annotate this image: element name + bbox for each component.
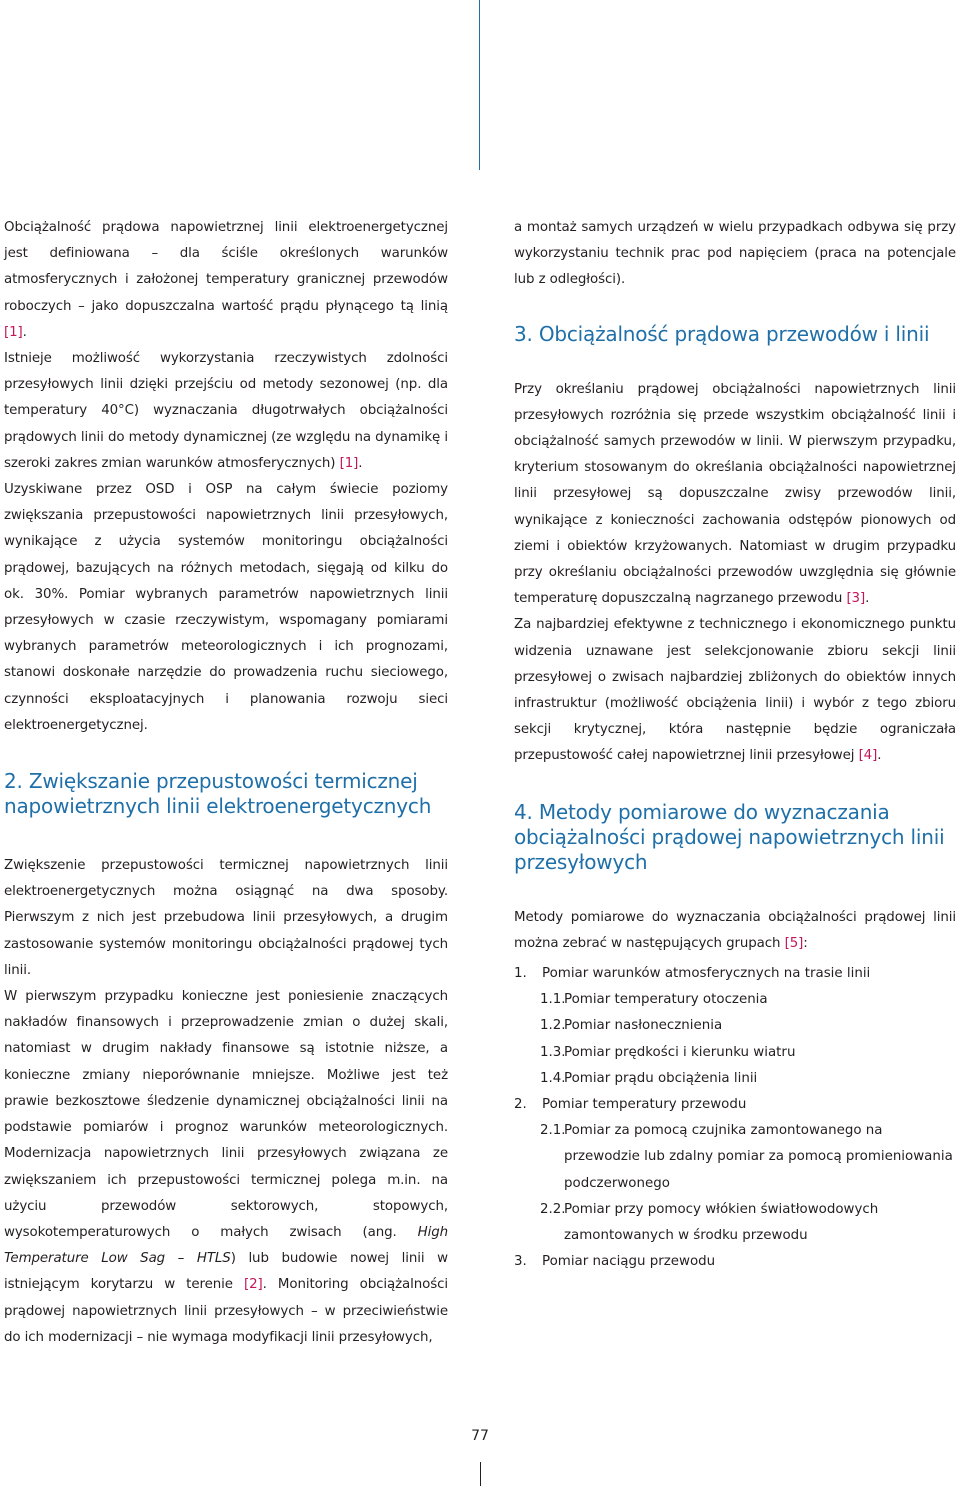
paragraph-text: Za najbardziej efektywne z technicznego i ekonomicznego punktu widzenia uznawane jest selekcjonowanie zbioru sekcji linii przesyłowej o zwisach najbardziej zbliżonych do obiektów innych infrastruktur (możliwość obciążenia linii) i wybór z tego zbioru sekcji krytycznej, która następnie będzie ograniczała przepustowość całej napowietrznej linii przesyłowej — [514, 617, 956, 764]
reference-link[interactable]: [2] — [243, 1277, 263, 1293]
list-item — [514, 961, 956, 987]
reference-link[interactable]: [5] — [784, 935, 804, 951]
section-heading-2 — [4, 769, 448, 819]
paragraph-text: Istnieje możliwość wykorzystania rzeczywistych zdolności przesyłowych linii dzięki przejściu od metody sezonowej (np. dla temperatury 40°C) wyznaczania długotrwałych obciążalności prądowych linii do metody dynamicznej (ze względu na dynamikę i szeroki zakres zmian warunków atmosferycznych) — [4, 351, 448, 471]
right-column — [514, 215, 956, 1276]
list-number: 3. — [514, 1254, 527, 1270]
list-number: 2. — [514, 1097, 527, 1113]
list-text: Pomiar za pomocą czujnika zamontowanego na przewodzie lub zdalny pomiar za pomocą promieniowania podczerwonego — [564, 1123, 953, 1191]
list-text: Pomiar warunków atmosferycznych na trasie linii — [542, 966, 871, 982]
left-column — [4, 215, 448, 1351]
page-number: 77 — [471, 1428, 489, 1444]
paragraph-text: Przy określaniu prądowej obciążalności napowietrznych linii przesyłowych rozróżnia się przede wszystkim obciążalność linii i obciążalność samych przewodów w linii. W pierwszym przypadku, kryterium stosowanym do określania obciążalności napowietrznej linii przesyłowej są dopuszczalne zwisy przewodów linii, wynikające z konieczności zachowania odstępów pionowych od ziemi i obiektów krzyżowanych. Natomiast w drugim przypadku przy określaniu obciążalności przewodów uwzględnia się głównie temperaturę dopuszczalną nagrzanego przewodu — [514, 381, 956, 607]
paragraph-text: . Monitoring obciążalności prądowej napowietrznych linii przesyłowych – w przeciwieństwie do ich modernizacji – nie wymaga modyfikacji linii przesyłowych, — [4, 1277, 448, 1345]
paragraph — [4, 215, 448, 346]
paragraph-text: Obciążalność prądowa napowietrznej linii elektroenergetycznej jest definiowana – dla ściśle określonych warunków atmosferycznych i założonej temperatury granicznej przewodów roboczych – jako dopuszczalna wartość prądu płynącego tą linią — [4, 220, 448, 314]
list-number: 1.2. — [540, 1018, 566, 1034]
list-text: Pomiar naciągu przewodu — [542, 1254, 716, 1270]
paragraph — [514, 612, 956, 769]
list-item — [514, 1118, 956, 1197]
list-item — [514, 1013, 956, 1039]
heading-line: 2. Zwiększanie przepustowości termicznej — [4, 769, 418, 794]
list-number: 1.3. — [540, 1044, 566, 1060]
list-text: Pomiar prądu obciążenia linii — [564, 1070, 758, 1086]
list-number: 2.2. — [540, 1201, 566, 1217]
paragraph-text: . — [22, 324, 27, 340]
list-text: Pomiar temperatury przewodu — [542, 1097, 747, 1113]
heading-line: przesyłowych — [514, 849, 648, 874]
list-text: Pomiar temperatury otoczenia — [564, 992, 768, 1008]
list-item — [514, 1040, 956, 1066]
list-text: Pomiar przy pomocy włókien światłowodowych zamontowanych w środku przewodu — [564, 1201, 879, 1244]
list-item — [514, 1092, 956, 1118]
reference-link[interactable]: [1] — [339, 455, 359, 471]
italic-term: High Temperature Low Sag – HTLS — [4, 1224, 448, 1267]
paragraph — [4, 346, 448, 477]
paragraph: Zwiększenie przepustowości termicznej napowietrznych linii elektroenergetycznych można osiągnąć na dwa sposoby. Pierwszym z nich jest przebudowa linii przesyłowych, a drugim zastosowanie systemów monitoringu obciążalności prądowej tych linii. — [4, 858, 448, 978]
list-number: 2.1. — [540, 1123, 566, 1139]
paragraph-text: ) lub budowie nowej linii w istniejącym korytarzu w terenie — [4, 1251, 448, 1293]
bottom-rule — [480, 1462, 481, 1486]
list-number: 1.4. — [540, 1070, 566, 1086]
methods-list — [514, 961, 956, 1275]
list-item — [514, 987, 956, 1013]
paragraph-text: . — [358, 455, 363, 471]
list-item — [514, 1066, 956, 1092]
paragraph-text: Metody pomiarowe do wyznaczania obciążalności prądowej linii można zebrać w następujących grupach — [514, 909, 956, 951]
paragraph: a montaż samych urządzeń w wielu przypadkach odbywa się przy wykorzystaniu technik prac pod napięciem (praca na potencjale lub z odległości). — [514, 220, 956, 288]
heading-line: obciążalności prądowej napowietrznych linii — [514, 824, 945, 849]
list-number: 1. — [514, 966, 527, 982]
paragraph — [514, 377, 956, 613]
list-text: Pomiar nasłonecznienia — [564, 1018, 723, 1034]
paragraph: Uzyskiwane przez OSD i OSP na całym świecie poziomy zwiększania przepustowości napowietrznych linii przesyłowych, wynikające z użycia systemów monitoringu obciążalności prądowej, bazujących na różnych metodach, sięgają od kilku do ok. 30%. Pomiar wybranych parametrów napowietrznych linii przesyłowych w czasie rzeczywistym, wspomagany pomiarami wybranych parametrów meteorologicznych i ich prognozami, stanowi doskonałe narzędzie do prowadzenia ruchu sieciowego, czynności eksploatacyjnych i planowania rozwoju sieci elektroenergetycznej. — [4, 482, 448, 733]
paragraph — [514, 905, 956, 957]
heading-line: napowietrznych linii elektroenergetycznych — [4, 794, 432, 819]
paragraph-text: : — [803, 935, 808, 951]
reference-link[interactable]: [3] — [846, 591, 866, 607]
list-item — [514, 1197, 956, 1249]
section-heading-3: 3. Obciążalność prądowa przewodów i linii — [514, 321, 930, 346]
paragraph — [4, 984, 448, 1351]
top-rule — [479, 0, 480, 170]
list-item — [514, 1249, 956, 1275]
list-number: 1.1. — [540, 992, 566, 1008]
paragraph-text: W pierwszym przypadku konieczne jest poniesienie znaczących nakładów finansowych i przeprowadzenie zmian o dużej skali, natomiast w drugim nakłady finansowe są istotnie niższe, a konieczne zmiany nieporównanie mniejsze. Możliwe jest też prawie bezkosztowe śledzenie dynamicznej obciążalności linii na podstawie pomiarów i prognoz warunków meteorologicznych. Modernizacja napowietrznych linii przesyłowych związana ze zwiększaniem ich przepustowości termicznej polega m.in. na użyciu przewodów sektorowych, stopowych, wysokotemperaturowych o małych zwisach (ang. — [4, 989, 448, 1240]
paragraph-text: . — [865, 591, 870, 607]
list-text: Pomiar prędkości i kierunku wiatru — [564, 1044, 796, 1060]
reference-link[interactable]: [1] — [4, 324, 23, 340]
section-heading-4 — [514, 800, 956, 875]
reference-link[interactable]: [4] — [858, 748, 878, 764]
heading-line: 4. Metody pomiarowe do wyznaczania — [514, 799, 890, 824]
paragraph-text: . — [877, 748, 882, 764]
